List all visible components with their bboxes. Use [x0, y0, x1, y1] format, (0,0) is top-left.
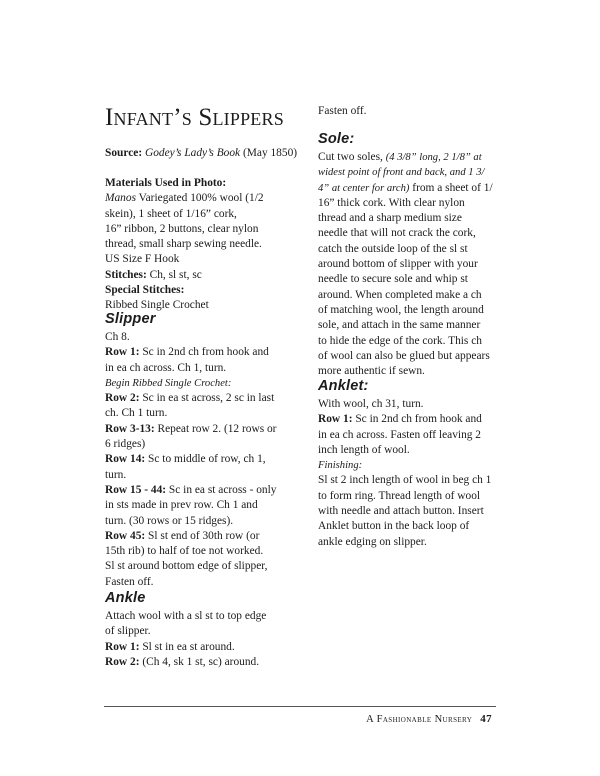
source-date: (May 1850): [242, 147, 298, 159]
ankle-instructions: [105, 609, 290, 670]
row45-label: Row 45:: [105, 529, 146, 542]
begin-ribbed-note: Begin Ribbed Single Crochet:: [105, 377, 232, 389]
materials-heading: Materials Used in Photo:: [105, 177, 227, 189]
sole-instructions: [318, 150, 503, 379]
finishing-line3: with needle and attach button. Insert: [318, 505, 484, 518]
row3-13-text-2: 6 ridges): [105, 438, 146, 451]
ankle-row2-text: (Ch 4, sk 1 st, sc) around.: [139, 655, 260, 668]
row15-44-label: Row 15 - 44:: [105, 483, 167, 496]
materials-line2: skein), 1 sheet of 1/16” cork,: [105, 207, 237, 220]
materials-block: [105, 176, 290, 314]
sole-dimensions: (4 3/8” long, 2 1/8” at: [385, 152, 482, 163]
anklet-row1-text-3: inch length of wool.: [318, 443, 410, 456]
row45-text-3: Sl st around bottom edge of slipper,: [105, 560, 268, 573]
row2-text: Sc in ea st across, 2 sc in last: [139, 392, 275, 405]
sole-line15: more authentic if sewn.: [318, 365, 425, 378]
page-title: Infant’s Slippers: [105, 104, 284, 131]
special-stitches-text: Ribbed Single Crochet: [105, 299, 209, 312]
materials-line3: 16” ribbon, 2 buttons, clear nylon: [105, 222, 259, 235]
source-label: Source:: [105, 147, 143, 159]
stitches-text: Ch, sl st, sc: [146, 268, 202, 281]
sole-line8: around bottom of slipper with your: [318, 258, 478, 271]
sole-line4: 16” thick cork. With clear nylon: [318, 196, 465, 209]
fasten-off-text: Fasten off.: [318, 105, 367, 117]
finishing-line4: Anklet button in the back loop of: [318, 520, 470, 533]
page-number: 47: [480, 713, 492, 725]
row2-text-2: ch. Ch 1 turn.: [105, 407, 168, 420]
sole-line11: of matching wool, the length around: [318, 303, 484, 316]
finishing-label: Finishing:: [318, 460, 363, 472]
sole-line10: around. When completed make a ch: [318, 288, 482, 301]
page-footer: [366, 713, 492, 725]
ankle-heading: Ankle: [105, 590, 146, 606]
footer-divider: [104, 706, 496, 707]
row1-text-2: in ea ch across. Ch 1, turn.: [105, 361, 227, 374]
finishing-line5: ankle edging on slipper.: [318, 535, 427, 548]
sole-line5: thread and a sharp medium size: [318, 212, 462, 225]
anklet-instructions: [318, 397, 503, 550]
source-book: Godey’s Lady’s Book: [144, 147, 241, 159]
slipper-ch: Ch 8.: [105, 331, 130, 343]
fasten-off-continued: [318, 104, 503, 119]
ankle-row2-label: Row 2:: [105, 655, 140, 668]
row14-text-2: turn.: [105, 468, 127, 481]
row45-text-2: 15th rib) to half of toe not worked.: [105, 545, 264, 558]
anklet-row1-text-2: in ea ch across. Fasten off leaving 2: [318, 428, 482, 441]
sole-line3: from a sheet of 1/: [409, 181, 493, 194]
row14-label: Row 14:: [105, 453, 146, 466]
stitches-label: Stitches:: [105, 268, 147, 281]
sole-line14: of wool can also be glued but appears: [318, 349, 490, 362]
ankle-row1-label: Row 1:: [105, 640, 140, 653]
finishing-line2: to form ring. Thread length of wool: [318, 489, 481, 502]
ankle-row1-text: Sl st in ea st around.: [139, 640, 235, 653]
row1-text: Sc in 2nd ch from hook and: [139, 346, 269, 359]
slipper-instructions: [105, 330, 290, 590]
materials-line1: Variegated 100% wool (1/2: [136, 192, 264, 205]
row3-13-label: Row 3-13:: [105, 422, 155, 435]
slipper-heading: Slipper: [105, 311, 156, 327]
row15-44-text-3: turn. (30 rows or 15 ridges).: [105, 514, 234, 527]
row3-13-text: Repeat row 2. (12 rows or: [154, 422, 277, 435]
materials-brand: Manos: [105, 192, 137, 205]
ankle-line1: Attach wool with a sl st to top edge: [105, 610, 267, 622]
materials-hook: US Size F Hook: [105, 253, 180, 266]
finishing-line1: Sl st 2 inch length of wool in beg ch 1: [318, 474, 492, 487]
footer-section-title: A Fashionable Nursery: [366, 714, 473, 725]
ankle-line2: of slipper.: [105, 625, 151, 638]
source-block: [105, 146, 298, 161]
sole-line2: widest point of front and back, and 1 3/: [318, 167, 485, 179]
row1-label: Row 1:: [105, 346, 140, 359]
sole-line1: Cut two soles,: [318, 151, 386, 163]
sole-line13: to hide the edge of the cork. This ch: [318, 334, 482, 347]
sole-line7: catch the outside loop of the sl st: [318, 242, 468, 255]
anklet-row1-label: Row 1:: [318, 413, 353, 426]
row15-44-text: Sc in ea st across - only: [166, 483, 277, 496]
anklet-line1: With wool, ch 31, turn.: [318, 398, 424, 410]
sole-line12: sole, and attach in the same manner: [318, 319, 481, 332]
sole-line3-italic: 4” at center for arch): [318, 182, 410, 194]
sole-line9: needle to secure sole and whip st: [318, 273, 468, 286]
anklet-row1-text: Sc in 2nd ch from hook and: [352, 413, 482, 426]
sole-line6: needle that will not crack the cork,: [318, 227, 476, 240]
anklet-heading: Anklet:: [318, 378, 369, 394]
row45-text: Sl st end of 30th row (or: [145, 529, 260, 542]
row45-text-4: Fasten off.: [105, 575, 154, 588]
sole-heading: Sole:: [318, 131, 355, 147]
row2-label: Row 2:: [105, 392, 140, 405]
materials-line4: thread, small sharp sewing needle.: [105, 238, 262, 251]
row15-44-text-2: in sts made in prev row. Ch 1 and: [105, 499, 258, 512]
row14-text: Sc to middle of row, ch 1,: [145, 453, 266, 466]
special-stitches-label: Special Stitches:: [105, 284, 185, 297]
